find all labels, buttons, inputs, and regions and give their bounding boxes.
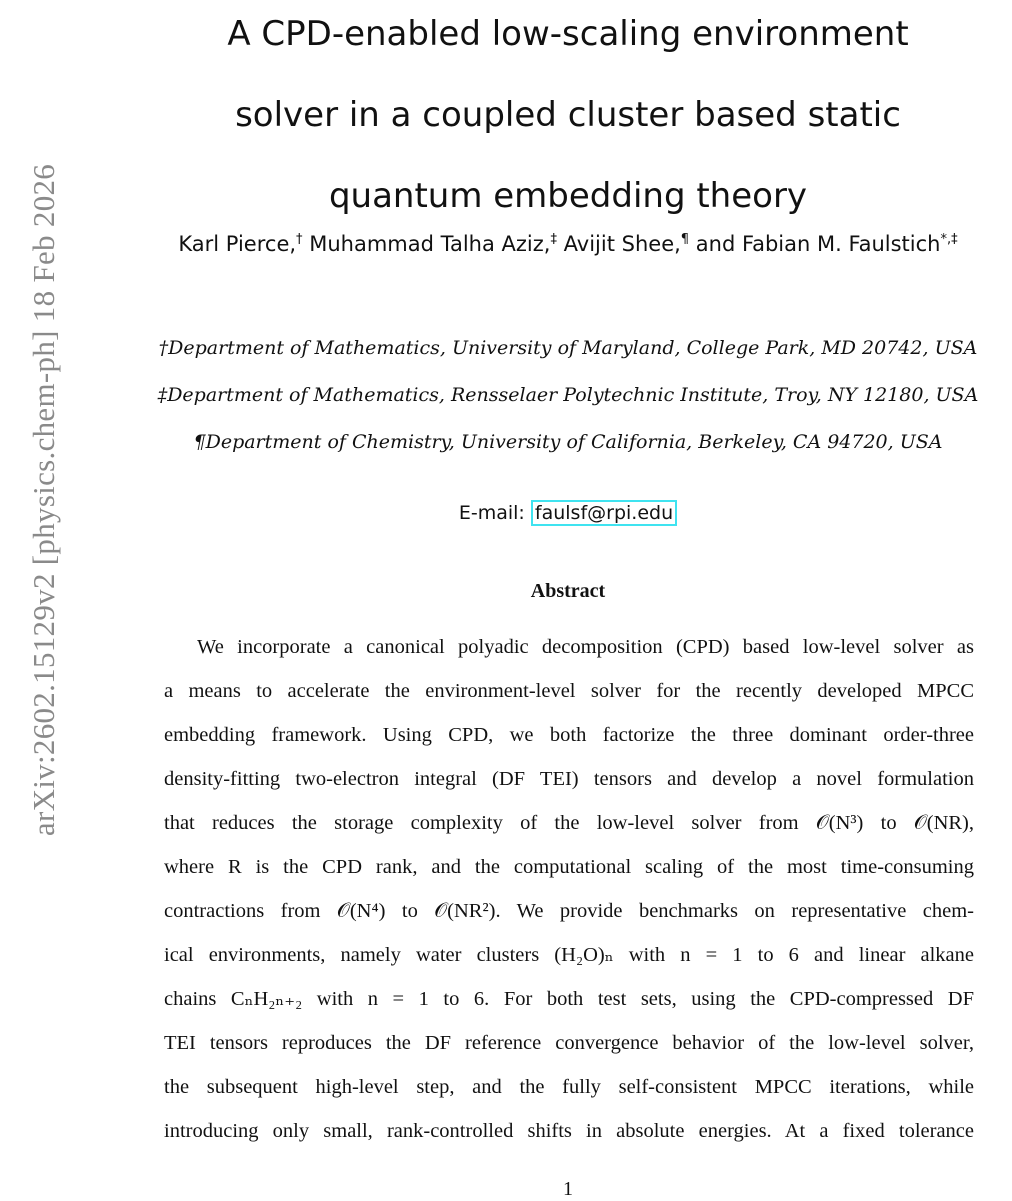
abstract-line: that reduces the storage complexity of the low-level solver from 𝒪(N³) to 𝒪(NR), (164, 812, 974, 834)
abstract-body (164, 630, 974, 1158)
abstract-line: a means to accelerate the environment-level solver for the recently developed MPCC (164, 680, 974, 702)
author-name: Karl Pierce, (178, 232, 297, 256)
affiliation: ‡Department of Mathematics, Rensselaer Polytechnic Institute, Troy, NY 12180, USA (157, 384, 979, 406)
author-name: Muhammad Talha Aziz, (309, 232, 551, 256)
title-line: quantum embedding theory (328, 176, 808, 216)
abstract-line: density-fitting two-electron integral (DF TEI) tensors and develop a novel formulation (164, 768, 974, 790)
author-name: and Fabian M. Faulstich (695, 232, 941, 256)
page-number: 1 (563, 1178, 573, 1200)
abstract-line: contractions from 𝒪(N⁴) to 𝒪(NR²). We provide benchmarks on representative chem- (164, 900, 974, 922)
affiliation: †Department of Mathematics, University of Maryland, College Park, MD 20742, USA (158, 337, 978, 359)
author-mark: † (296, 232, 303, 247)
email-label: E-mail: (458, 502, 525, 524)
abstract-line: ical environments, namely water clusters (H₂O)ₙ with n = 1 to 6 and linear alkane (164, 944, 974, 966)
author-mark: ‡ (550, 232, 557, 247)
author-mark: ¶ (680, 232, 690, 247)
title-line: solver in a coupled cluster based static (235, 95, 901, 135)
author-list (100, 232, 1012, 256)
abstract-heading: Abstract (530, 580, 606, 602)
author-name: Avijit Shee, (563, 232, 681, 256)
abstract-line: the subsequent high-level step, and the fully self-consistent MPCC iterations, while (164, 1076, 974, 1098)
arxiv-identifier: arXiv:2602.15129v2 [physics.chem-ph] 18 Feb 2026 (26, 163, 61, 837)
affiliation: ¶Department of Chemistry, University of California, Berkeley, CA 94720, USA (193, 431, 943, 453)
abstract-line: embedding framework. Using CPD, we both factorize the three dominant order-three (164, 724, 974, 746)
paper-title (120, 0, 1012, 237)
abstract-line: where R is the CPD rank, and the computational scaling of the most time-consuming (164, 856, 974, 878)
email-line (100, 502, 1012, 524)
abstract-line: introducing only small, rank-controlled shifts in absolute energies. At a fixed tolerance (164, 1120, 974, 1142)
title-line: A CPD-enabled low-scaling environment (227, 14, 909, 54)
abstract-line: TEI tensors reproduces the DF reference convergence behavior of the low-level solver, (164, 1032, 974, 1054)
author-mark: *,‡ (940, 232, 958, 247)
email-link[interactable]: faulsf@rpi.edu (531, 500, 677, 526)
abstract-line: chains CₙH₂ₙ₊₂ with n = 1 to 6. For both test sets, using the CPD-compressed DF (164, 988, 974, 1010)
abstract-line: We incorporate a canonical polyadic decomposition (CPD) based low-level solver as (197, 636, 974, 658)
